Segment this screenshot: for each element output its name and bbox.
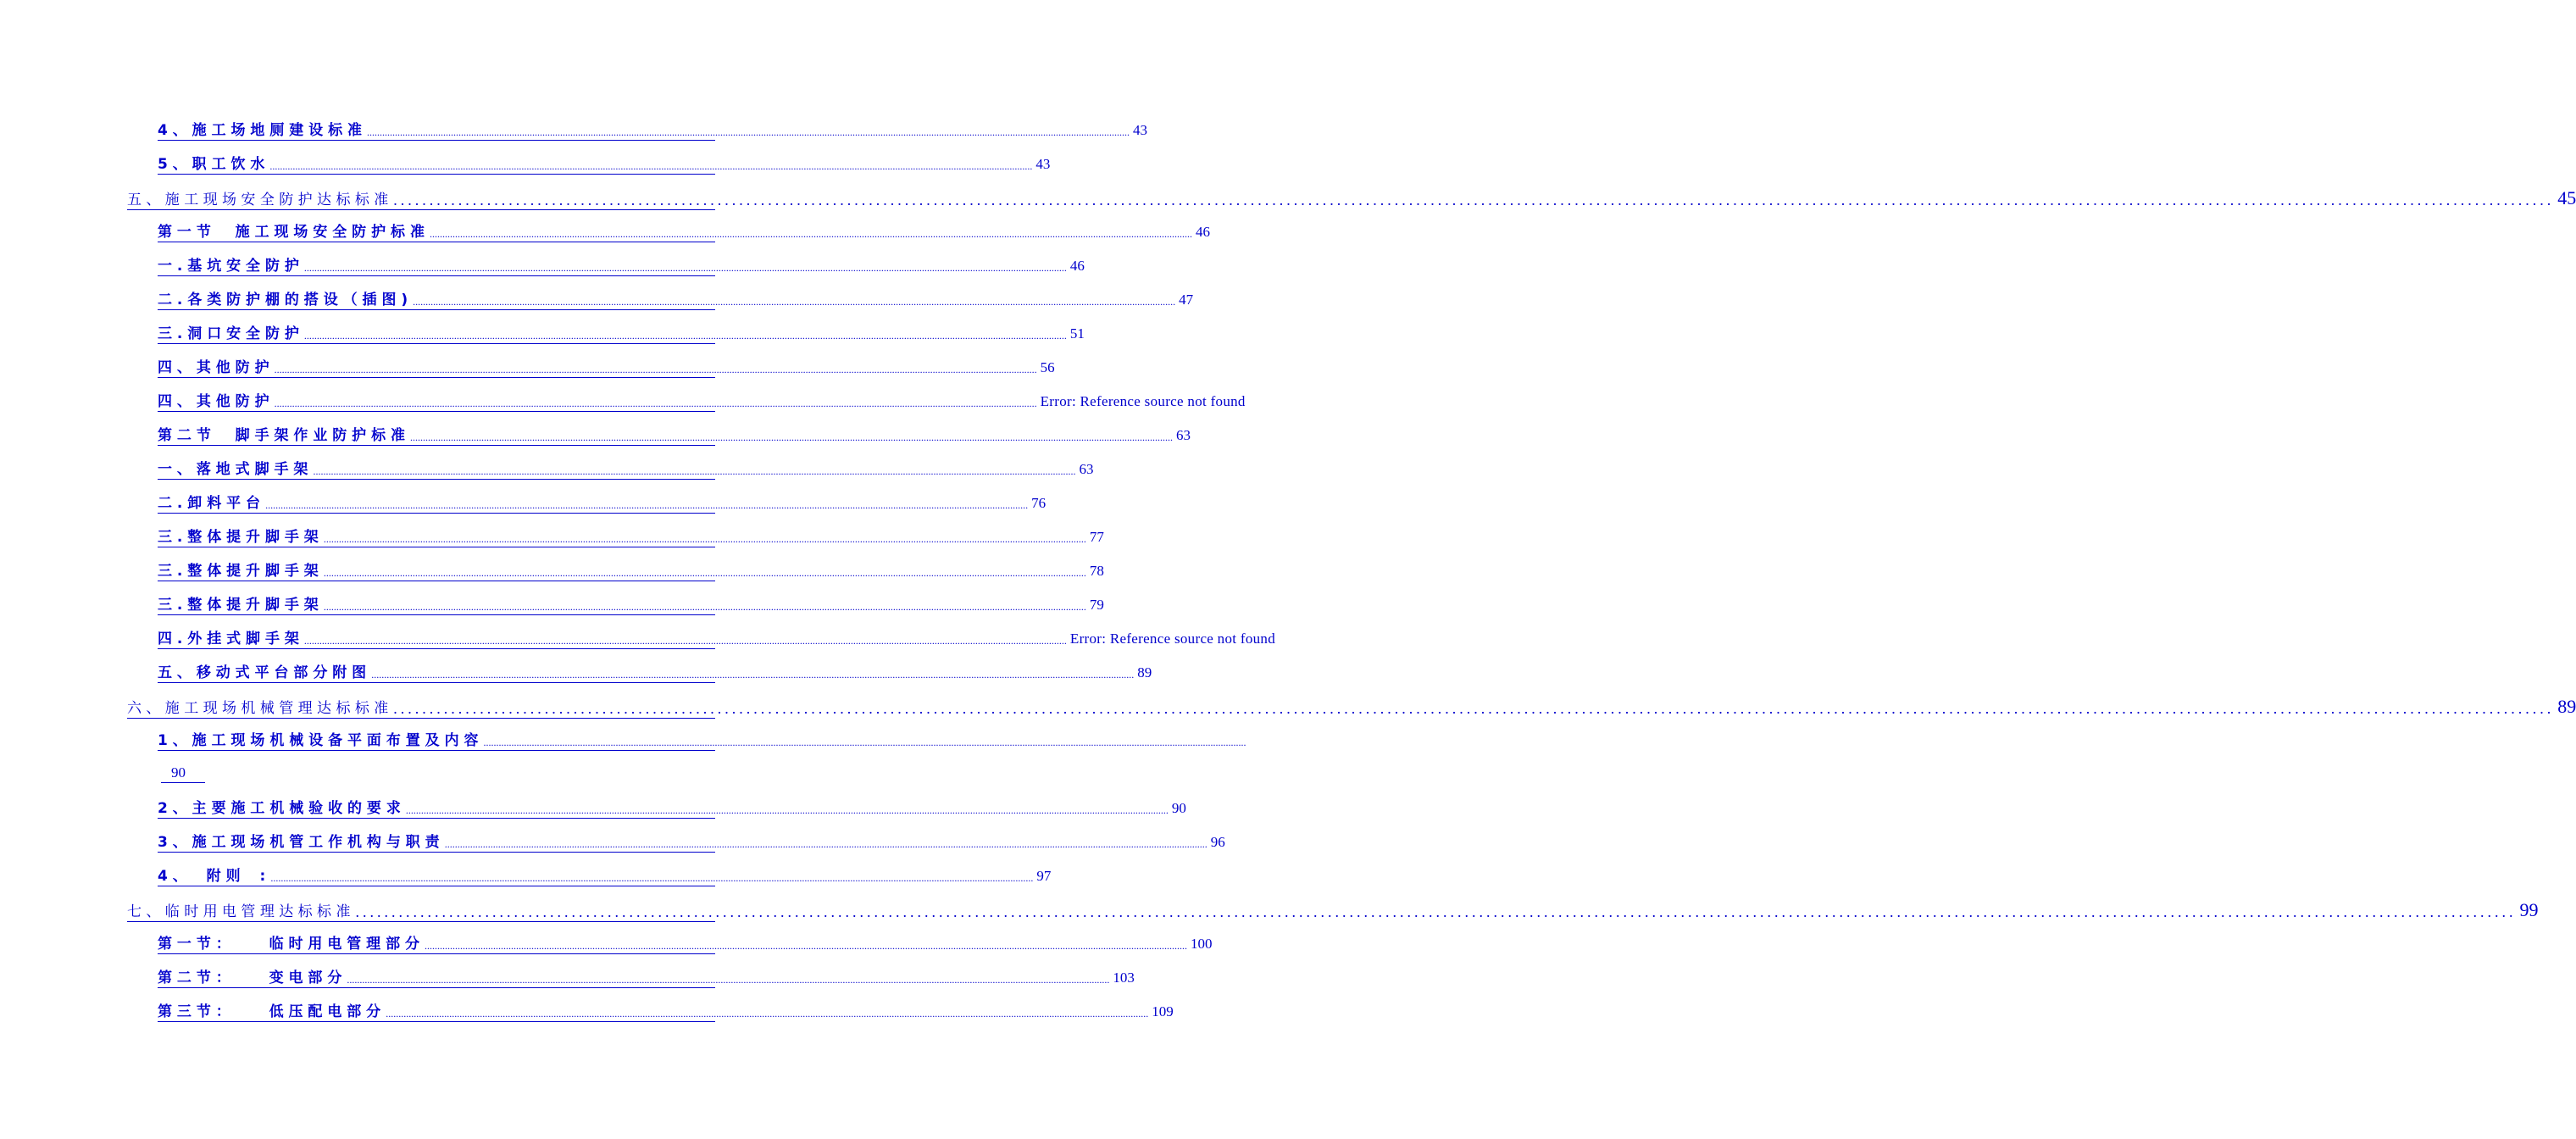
toc-entry-label: 2 、 主 要 施 工 机 械 验 收 的 要 求 bbox=[158, 800, 401, 817]
toc-entry-label: 1 、 施 工 现 场 机 械 设 备 平 面 布 置 及 内 容 bbox=[158, 732, 479, 749]
toc-entry[interactable] bbox=[158, 120, 1148, 141]
toc-entry-label: 一 、 落 地 式 脚 手 架 bbox=[158, 461, 308, 478]
toc-entry[interactable] bbox=[158, 256, 1085, 276]
toc-entry-page: 99 bbox=[2519, 899, 2539, 920]
toc-leader-dots: ............................................................................................................................................................................................................................................................................................................ bbox=[303, 330, 1067, 342]
toc-entry-label: 三 . 整 体 提 升 脚 手 架 bbox=[158, 563, 319, 580]
toc-entry-label: 四 、 其 他 防 护 bbox=[158, 359, 269, 376]
toc-entry-page: 103 bbox=[1113, 970, 1135, 986]
toc-leader-dots: ............................................................................................................................................................................................................................................................................................................ bbox=[413, 296, 1176, 308]
toc-entry[interactable] bbox=[127, 187, 2576, 210]
toc-entry-label: 四 . 外 挂 式 脚 手 架 bbox=[158, 631, 299, 647]
toc-entry[interactable] bbox=[158, 866, 1052, 886]
toc-entry-label: 第 一 节 ： 临 时 用 电 管 理 部 分 bbox=[158, 936, 420, 953]
toc-leader-dots: ............................................................................................................................................................................................................................................................................................................ bbox=[444, 838, 1208, 850]
toc-entry[interactable] bbox=[158, 527, 1104, 547]
toc-leader-dots: ............................................................................................................................................................................................................................................................................................................ bbox=[386, 1008, 1149, 1020]
toc-entry[interactable] bbox=[158, 358, 1055, 378]
toc-entry-page: Error: Reference source not found bbox=[1069, 631, 1276, 647]
toc-entry-page: 89 bbox=[1137, 664, 1152, 681]
toc-entry-label: 第 二 节 ： 变 电 部 分 bbox=[158, 970, 342, 986]
toc-entry-label: 5 、 职 工 饮 水 bbox=[158, 156, 265, 173]
toc-entry-page: 51 bbox=[1069, 325, 1085, 342]
toc-entry-page: 46 bbox=[1069, 258, 1085, 274]
toc-leader-dots: ............................................................................................................................................................................................................................................................................................................ bbox=[274, 397, 1037, 409]
toc-entry-label: 三 . 洞 口 安 全 防 护 bbox=[158, 325, 299, 342]
toc-entry-label: 3 、 施 工 现 场 机 管 工 作 机 构 与 职 责 bbox=[158, 834, 440, 851]
toc-entry-label: 七 、 临 时 用 电 管 理 达 标 标 准 bbox=[127, 903, 351, 920]
toc-leader-dots: ............................................................................................................................................................................................................................................................................................................ bbox=[313, 465, 1076, 477]
toc-entry[interactable] bbox=[158, 392, 1246, 412]
toc-entry-page: 109 bbox=[1152, 1003, 1174, 1020]
toc-entry-label: 六 、 施 工 现 场 机 械 管 理 达 标 标 准 bbox=[127, 700, 389, 717]
toc-leader-dots: ............................................................................................................................................................................................................................................................................................................ bbox=[270, 872, 1034, 884]
toc-entry-page: 89 bbox=[2557, 696, 2576, 717]
toc-entry-label: 二 . 各 类 防 护 棚 的 搭 设 （ 插 图 ) bbox=[158, 292, 408, 308]
toc-entry[interactable] bbox=[158, 934, 1213, 954]
toc-leader-dots: ............................................................................................................................................................................................................................................................................................................ bbox=[274, 364, 1037, 375]
toc-entry[interactable] bbox=[158, 290, 1194, 310]
toc-leader-dots: ............................................................................................................................................................................................................................................................................................................ bbox=[303, 635, 1067, 647]
toc-entry[interactable] bbox=[158, 1002, 1174, 1022]
toc-entry[interactable] bbox=[158, 663, 1152, 683]
toc-entry-page: 43 bbox=[1035, 156, 1051, 172]
toc-entry-label: 三 . 整 体 提 升 脚 手 架 bbox=[158, 597, 319, 614]
toc-entry-label: 第 二 节 脚 手 架 作 业 防 护 标 准 bbox=[158, 427, 406, 444]
toc-entry[interactable] bbox=[158, 425, 1191, 446]
toc-entry-page: 47 bbox=[1179, 292, 1194, 308]
toc-entry[interactable] bbox=[158, 595, 1104, 615]
toc-leader-dots: ............................................................................................................................................................................................................................................................................................................ bbox=[483, 736, 1246, 748]
toc-leader-dots: ............................................................................................................................................................................................................................................................................................................ bbox=[265, 499, 1029, 511]
toc-entry-page: 45 bbox=[2557, 187, 2576, 208]
toc-entry-page: 90 bbox=[1171, 800, 1186, 816]
toc-entry-page: 97 bbox=[1036, 868, 1052, 884]
toc-entry[interactable] bbox=[158, 798, 1186, 819]
toc-entry[interactable] bbox=[158, 324, 1085, 344]
toc-leader-dots: ............................................................................................................................................................................................................................................................................................................ bbox=[393, 192, 2555, 208]
toc-entry[interactable] bbox=[158, 968, 1135, 988]
toc-entry-label: 四 、 其 他 防 护 bbox=[158, 393, 269, 410]
toc-entry-page: 56 bbox=[1040, 359, 1055, 375]
toc-entry[interactable] bbox=[158, 832, 1225, 853]
toc-entry-label: 一 . 基 坑 安 全 防 护 bbox=[158, 258, 299, 275]
toc-leader-dots: ............................................................................................................................................................................................................................................................................................................ bbox=[367, 126, 1130, 138]
toc-entry[interactable] bbox=[158, 459, 1094, 480]
toc-entry[interactable] bbox=[127, 899, 2539, 922]
toc-leader-dots: ............................................................................................................................................................................................................................................................................................................ bbox=[429, 228, 1192, 240]
toc-leader-dots: ............................................................................................................................................................................................................................................................................................................ bbox=[425, 940, 1188, 952]
toc-entry-page: 100 bbox=[1191, 936, 1213, 952]
toc-entry-label: 第 一 节 施 工 现 场 安 全 防 护 标 准 bbox=[158, 224, 425, 241]
toc-leader-dots: ............................................................................................................................................................................................................................................................................................................ bbox=[269, 160, 1033, 172]
toc-entry-label: 五 、 施 工 现 场 安 全 防 护 达 标 标 准 bbox=[127, 192, 389, 208]
toc-entry-label: 二 . 卸 料 平 台 bbox=[158, 495, 261, 512]
toc-leader-dots: ............................................................................................................................................................................................................................................................................................................ bbox=[323, 567, 1086, 579]
toc-entry[interactable] bbox=[158, 154, 1051, 175]
toc-entry-label: 五 、 移 动 式 平 台 部 分 附 图 bbox=[158, 664, 367, 681]
toc-entry[interactable] bbox=[127, 696, 2576, 719]
toc-entry-page: 96 bbox=[1210, 834, 1225, 850]
toc-entry-page: 63 bbox=[1079, 461, 1094, 477]
toc-entry-page: 78 bbox=[1089, 563, 1104, 579]
toc-leader-dots: ............................................................................................................................................................................................................................................................................................................ bbox=[347, 974, 1110, 986]
toc-entry[interactable] bbox=[158, 561, 1104, 581]
toc-continuation-page[interactable]: 90 bbox=[161, 764, 205, 783]
toc-entry-label: 三 . 整 体 提 升 脚 手 架 bbox=[158, 529, 319, 546]
toc-entry-label: 4 、 附 则 : bbox=[158, 868, 266, 885]
toc-entry-label: 第 三 节 ： 低 压 配 电 部 分 bbox=[158, 1003, 381, 1020]
toc-entry-page: Error: Reference source not found bbox=[1040, 393, 1246, 409]
toc-entry[interactable] bbox=[158, 731, 1246, 751]
toc-entry-page: 76 bbox=[1031, 495, 1046, 511]
toc-entry-page: 79 bbox=[1089, 597, 1104, 613]
toc-entry-page: 46 bbox=[1195, 224, 1210, 240]
toc-leader-dots: ............................................................................................................................................................................................................................................................................................................ bbox=[303, 262, 1067, 274]
toc-leader-dots: ............................................................................................................................................................................................................................................................................................................ bbox=[371, 669, 1135, 681]
toc-entry-page: 43 bbox=[1133, 122, 1148, 138]
toc-leader-dots: ............................................................................................................................................................................................................................................................................................................ bbox=[393, 700, 2555, 717]
toc-leader-dots: ............................................................................................................................................................................................................................................................................................................ bbox=[410, 431, 1174, 443]
toc-leader-dots: ............................................................................................................................................................................................................................................................................................................ bbox=[355, 903, 2517, 920]
toc-leader-dots: ............................................................................................................................................................................................................................................................................................................ bbox=[323, 601, 1086, 613]
toc-entry-page: 77 bbox=[1089, 529, 1104, 545]
toc-leader-dots: ............................................................................................................................................................................................................................................................................................................ bbox=[323, 533, 1086, 545]
toc-entry[interactable] bbox=[158, 629, 1276, 649]
toc-entry-label: 4 、 施 工 场 地 厕 建 设 标 准 bbox=[158, 122, 363, 139]
toc-leader-dots: ............................................................................................................................................................................................................................................................................................................ bbox=[405, 804, 1169, 816]
toc-entry[interactable] bbox=[158, 222, 1210, 242]
toc-entry[interactable] bbox=[158, 493, 1046, 514]
toc-entry-page: 63 bbox=[1176, 427, 1191, 443]
